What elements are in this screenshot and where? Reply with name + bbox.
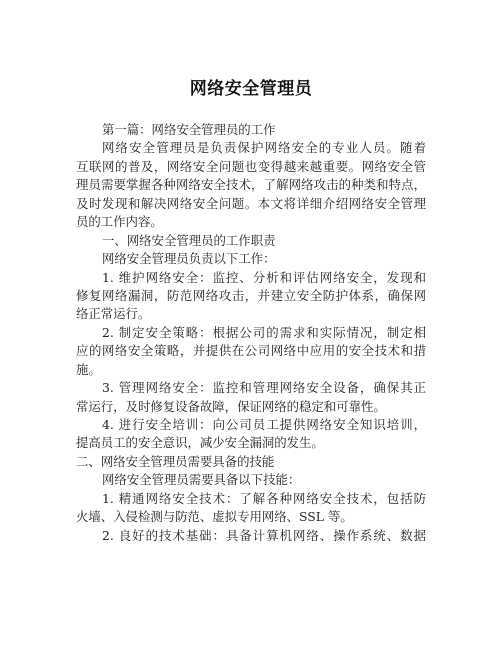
paragraph-line: 网络安全管理员是负责保护网络安全的专业人员。随着	[102, 140, 426, 156]
list-item-line: 1. 维护网络安全：监控、分析和评估网络安全，发现和	[102, 269, 426, 285]
paragraph-line: 理员需要掌握各种网络安全技术，了解网络攻击的种类和特点，	[76, 177, 426, 193]
section-heading: 一、网络安全管理员的工作职责	[102, 232, 276, 248]
list-item-line: 应的网络安全策略，并提供在公司网络中应用的安全技术和措	[76, 343, 426, 359]
document-title: 网络安全管理员	[189, 79, 313, 99]
list-item-line: 1. 精通网络安全技术：了解各种网络安全技术，包括防	[102, 490, 426, 506]
list-item-line: 施。	[76, 361, 101, 377]
paragraph-line: 网络安全管理员需要具备以下技能：	[102, 472, 301, 488]
paragraph-line: 员的工作内容。	[76, 214, 163, 230]
list-item-line: 提高员工的安全意识，减少安全漏洞的发生。	[76, 435, 324, 451]
section-heading: 二、网络安全管理员需要具备的技能	[76, 453, 275, 469]
list-item-line: 3. 管理网络安全：监控和管理网络安全设备，确保其正	[102, 380, 426, 396]
list-item-line: 4. 进行安全培训：向公司员工提供网络安全知识培训，	[102, 417, 426, 432]
list-item-line: 常运行，及时修复设备故障，保证网络的稳定和可靠性。	[76, 398, 386, 414]
document-body	[0, 121, 502, 545]
heading-part-one: 第一篇：网络安全管理员的工作	[102, 122, 276, 137]
list-item-line: 2. 良好的技术基础：具备计算机网络、操作系统、数据	[102, 527, 426, 543]
paragraph-line: 互联网的普及，网络安全问题也变得越来越重要。网络安全管	[76, 158, 426, 174]
paragraph-line: 网络安全管理员负责以下工作：	[102, 251, 276, 267]
list-item-line: 络正常运行。	[76, 306, 151, 322]
list-item-line: 修复网络漏洞，防范网络攻击，并建立安全防护体系，确保网	[76, 287, 426, 303]
paragraph-line: 及时发现和解决网络安全问题。本文将详细介绍网络安全管理	[76, 195, 426, 211]
list-item-line: 2. 制定安全策略：根据公司的需求和实际情况，制定相	[102, 324, 426, 340]
list-item-line: 火墙、入侵检测与防范、虚拟专用网络、SSL 等。	[76, 509, 353, 525]
